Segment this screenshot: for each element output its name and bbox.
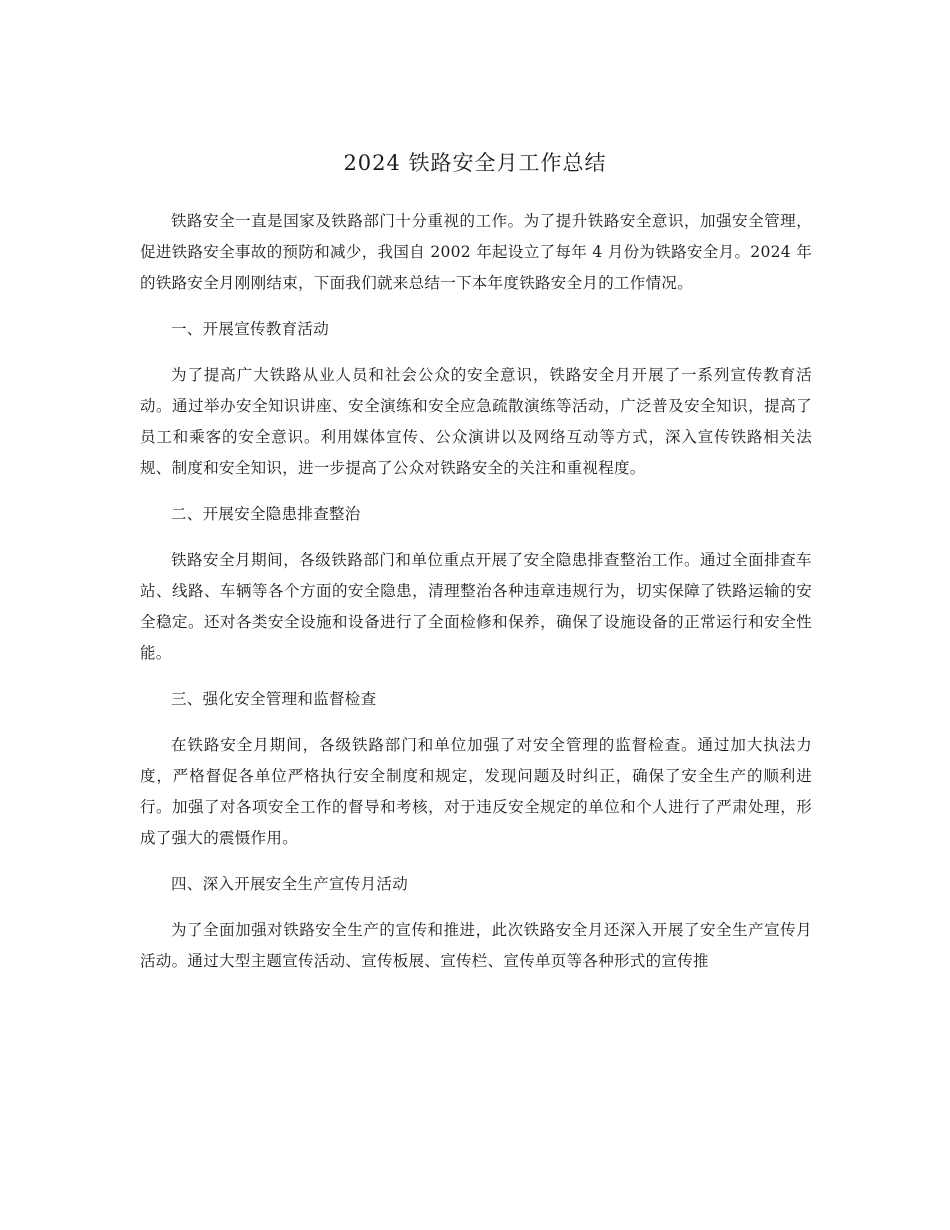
section-paragraph-4: 为了全面加强对铁路安全生产的宣传和推进，此次铁路安全月还深入开展了安全生产宣传月活动。通过大型主题宣传活动、宣传板展、宣传栏、宣传单页等各种形式的宣传推 — [140, 921, 812, 970]
section-paragraph-3: 在铁路安全月期间，各级铁路部门和单位加强了对安全管理的监督检查。通过加大执法力度，严格督促各单位严格执行安全制度和规定，发现问题及时纠正，确保了安全生产的顺利进行。加强了对各项安全工作的督导和考核，对于违反安全规定的单位和个人进行了严肃处理，形成了强大的震慑作用。 — [140, 736, 812, 847]
section-heading-4: 四、深入开展安全生产宣传月活动 — [171, 875, 409, 893]
section-paragraph-2: 铁路安全月期间，各级铁路部门和单位重点开展了安全隐患排查整治工作。通过全面排查车站、线路、车辆等各个方面的安全隐患，清理整治各种违章违规行为，切实保障了铁路运输的安全稳定。还对各类安全设施和设备进行了全面检修和保养，确保了设施设备的正常运行和安全性能。 — [140, 551, 812, 662]
section-paragraph-1: 为了提高广大铁路从业人员和社会公众的安全意识，铁路安全月开展了一系列宣传教育活动。通过举办安全知识讲座、安全演练和安全应急疏散演练等活动，广泛普及安全知识，提高了员工和乘客的安全意识。利用媒体宣传、公众演讲以及网络互动等方式，深入宣传铁路相关法规、制度和安全知识，进一步提高了公众对铁路安全的关注和重视程度。 — [140, 366, 812, 477]
section-heading-1: 一、开展宣传教育活动 — [171, 320, 330, 338]
document-body — [140, 206, 812, 992]
section-heading-2: 二、开展安全隐患排查整治 — [171, 505, 361, 523]
intro-paragraph: 铁路安全一直是国家及铁路部门十分重视的工作。为了提升铁路安全意识，加强安全管理，促进铁路安全事故的预防和减少，我国自 2002 年起设立了每年 4 月份为铁路安全月。2024 年的铁路安全月刚刚结束，下面我们就来总结一下本年度铁路安全月的工作情况。 — [140, 212, 812, 292]
document-title: 2024 铁路安全月工作总结 — [343, 151, 607, 175]
section-heading-3: 三、强化安全管理和监督检查 — [171, 690, 377, 708]
